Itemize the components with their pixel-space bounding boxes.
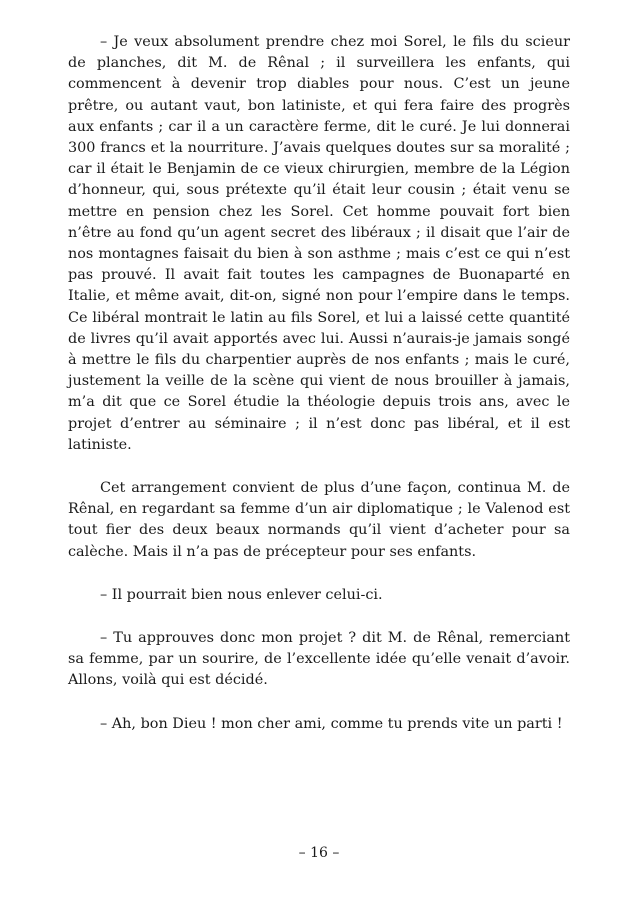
page-number: – 16 – bbox=[298, 845, 340, 861]
paragraph-5: – Ah, bon Dieu ! mon cher ami, comme tu prends vite un parti ! bbox=[100, 715, 563, 732]
paragraph-4: – Tu approuves donc mon projet ? dit M. de Rênal, remerciant sa femme, par un sourire, de l’excellente idée qu’elle venait d’avoir. Allons, voilà qui est décidé. bbox=[68, 630, 570, 689]
paragraph-3: – Il pourrait bien nous enlever celui-ci. bbox=[100, 586, 383, 603]
paragraph-2: Cet arrangement convient de plus d’une façon, continua M. de Rênal, en regardant sa femme d’un air diplomatique ; le Valenod est tout fier des deux beaux normands qu’il vient d’acheter pour sa calèche. Mais il n’a pas de précepteur pour ses enfants. bbox=[68, 480, 570, 560]
paragraph-1: – Je veux absolument prendre chez moi Sorel, le fils du scieur de planches, dit M. de Rênal ; il surveillera les enfants, qui commencent à devenir trop diables pour nous. C’est un jeune prêtre, ou autant vaut, bon latiniste, et qui fera faire des progrès aux enfants ; car il a un caractère ferme, dit le curé. Je lui donnerai 300 francs et la nourriture. J’avais quelques doutes sur sa moralité ; car il était le Benjamin de ce vieux chirurgien, membre de la Légion d’honneur, qui, sous prétexte qu’il était leur cousin ; était venu se mettre en pension chez les Sorel. Cet homme pouvait fort bien n’être au fond qu’un agent secret des libéraux ; il disait que l’air de nos montagnes faisait du bien à son asthme ; mais c’est ce qui n’est pas prouvé. Il avait fait toutes les campagnes de Buonaparté en Italie, et même avait, dit-on, signé non pour l’empire dans le temps. Ce libéral montrait le latin au fils Sorel, et lui a laissé cette quantité de livres qu’il avait apportés avec lui. Aussi n’aurais-je jamais songé à mettre le fils du charpentier auprès de nos enfants ; mais le curé, justement la veille de la scène qui vient de nous brouiller à jamais, m’a dit que ce Sorel étudie la théologie depuis trois ans, avec le projet d’entrer au séminaire ; il n’est donc pas libéral, et il est latiniste. bbox=[68, 34, 570, 453]
page-body bbox=[68, 32, 570, 757]
